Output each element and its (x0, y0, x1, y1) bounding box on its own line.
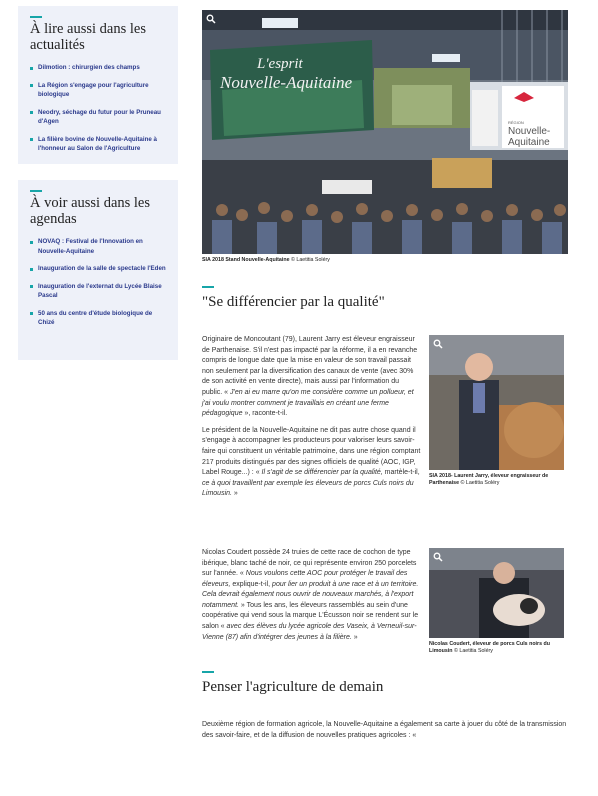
section-future (202, 671, 570, 741)
related-event-link[interactable]: Inauguration de l'externat du Lycée Blaise Pascal (30, 282, 166, 301)
figure-caption-credit: © Laetitia Soléry (452, 647, 493, 654)
figure-caption-title: Nicolas Coudert, éleveur de porcs Culs noirs du Limousin (429, 640, 550, 654)
accent-bar (30, 190, 42, 192)
text-run: Le président de la Nouvelle-Aquitaine ne dit pas autre chose quand il s'engage à accompagner les producteurs pour valoriser leurs savoir-faire qui constituent un véritable patrimoine, dans une région comptant 217 produits distingués par des signes officiels de qualité (AOC, IGP, Label Rouge...) : « (202, 426, 421, 477)
article-body (202, 10, 570, 747)
text-run: explique-t-il, (230, 580, 273, 588)
text-run: martèle-t-il, (382, 469, 420, 477)
hero-photo[interactable] (202, 10, 568, 254)
figure-caption (429, 473, 564, 487)
figure-laurent-jarry (429, 335, 564, 487)
magnifier-icon[interactable] (433, 339, 443, 349)
quote-text: J'en ai eu marre qu'on me considère comme un pollueur, et j'ai voulu montrer comment je travaillais en créant une ferme pédagogique (202, 388, 414, 418)
hero-caption (202, 257, 570, 264)
quote-text: pour lier un produit à une race et à un territoire. Cela devrait également nous ouvrir de nouveaux marchés, à l'export notamment. (202, 580, 419, 609)
logo-small-text: RÉGION (508, 120, 524, 125)
figure-caption-title: SIA 2018- Laurent Jarry, éleveur engraisseur de Parthenaise (429, 473, 549, 486)
related-news-list (30, 63, 166, 154)
section-future-heading: Penser l'agriculture de demain (202, 679, 384, 696)
figure-caption-credit: © Laetitia Soléry (459, 480, 500, 486)
banner-text-1: L'esprit (257, 56, 303, 72)
hero-caption-credit: © Laetitia Soléry (289, 257, 330, 263)
logo-text-2: Aquitaine (508, 137, 550, 148)
hero-caption-title: SIA 2018 Stand Nouvelle-Aquitaine (202, 257, 290, 263)
sidebar (18, 6, 178, 376)
banner-text-2: Nouvelle-Aquitaine (220, 73, 353, 92)
text-run: Nicolas Coudert possède 24 truies de cette race de cochon de type ibérique, blanc taché de noir, ce qui représente environ 250 porcelets sur l'année. « (202, 548, 417, 578)
quote-text: Nous voulons cette AOC pour protéger le travail des éleveurs, (202, 570, 408, 588)
related-news-link[interactable]: La filière bovine de Nouvelle-Aquitaine à l'honneur au Salon de l'Agriculture (30, 135, 166, 154)
photo-laurent-jarry[interactable] (429, 335, 564, 470)
accent-bar (30, 16, 42, 18)
text-run: Originaire de Moncoutant (79), Laurent Jarry est éleveur engraisseur de Parthenaise. S'il n'est pas impacté par la réforme, il a en revanche compris de longue date que la mise en valeur de son travail passait non seulement par la diversification des canaux de vente (avec 30% de son activité en vente directe), mais aussi par l'information du public. « (202, 336, 418, 396)
paragraph: Deuxième région de formation agricole, la Nouvelle-Aquitaine a également sa carte à jouer du côté de la transmission des savoir-faire, et de la diffusion de nouvelles pratiques agricoles : « (202, 721, 567, 739)
magnifier-icon[interactable] (206, 14, 216, 24)
figure-caption (429, 641, 564, 655)
quote-text: avec des élèves du lycée agricole des Vaseix, à Verneuil-sur-Vienne (87) afin d'intégrer des jeunes à la filière. (202, 623, 417, 641)
text-run: » (351, 633, 358, 641)
related-news-title: À lire aussi dans les actualités (30, 21, 146, 53)
accent-bar (202, 671, 214, 673)
related-events-card (18, 180, 178, 360)
figure-nicolas-coudert (429, 548, 564, 655)
related-event-link[interactable]: 50 ans du centre d'étude biologique de Chizé (30, 309, 166, 328)
hero-photo-image (202, 10, 568, 254)
accent-bar (202, 286, 214, 288)
text-run: » (231, 490, 238, 498)
section-quality (202, 286, 570, 654)
related-events-list (30, 237, 166, 328)
related-event-link[interactable]: Inauguration de la salle de spectacle l'Eden (30, 264, 166, 274)
magnifier-icon[interactable] (433, 552, 443, 562)
related-event-link[interactable]: NOVAQ : Festival de l'Innovation en Nouvelle-Aquitaine (30, 237, 166, 256)
related-news-link[interactable]: Neodry, séchage du futur pour le Pruneau d'Agen (30, 108, 166, 127)
quote-text: Il s'agit de se différencier par la qualité, (261, 469, 383, 477)
logo-text-1: Nouvelle- (508, 126, 551, 137)
related-news-link[interactable]: La Région s'engage pour l'agriculture biologique (30, 81, 166, 100)
text-run: » Tous les ans, les éleveurs rassemblés au sein d'une coopérative qui vend sous la marque L'Écusson noir se rendent sur le salon « (202, 601, 419, 631)
quote-text: ce à quoi travaillent par exemple les éleveurs de porcs Culs noirs du Limousin. (202, 479, 414, 498)
related-events-title: À voir aussi dans les agendas (30, 195, 151, 227)
section-quality-heading: "Se différencier par la qualité" (202, 294, 385, 310)
photo-nicolas-coudert[interactable] (429, 548, 564, 638)
related-news-card (18, 6, 178, 164)
related-news-link[interactable]: Dilmotion : chirurgien des champs (30, 63, 166, 73)
text-run: », raconte-t-il. (242, 410, 288, 418)
